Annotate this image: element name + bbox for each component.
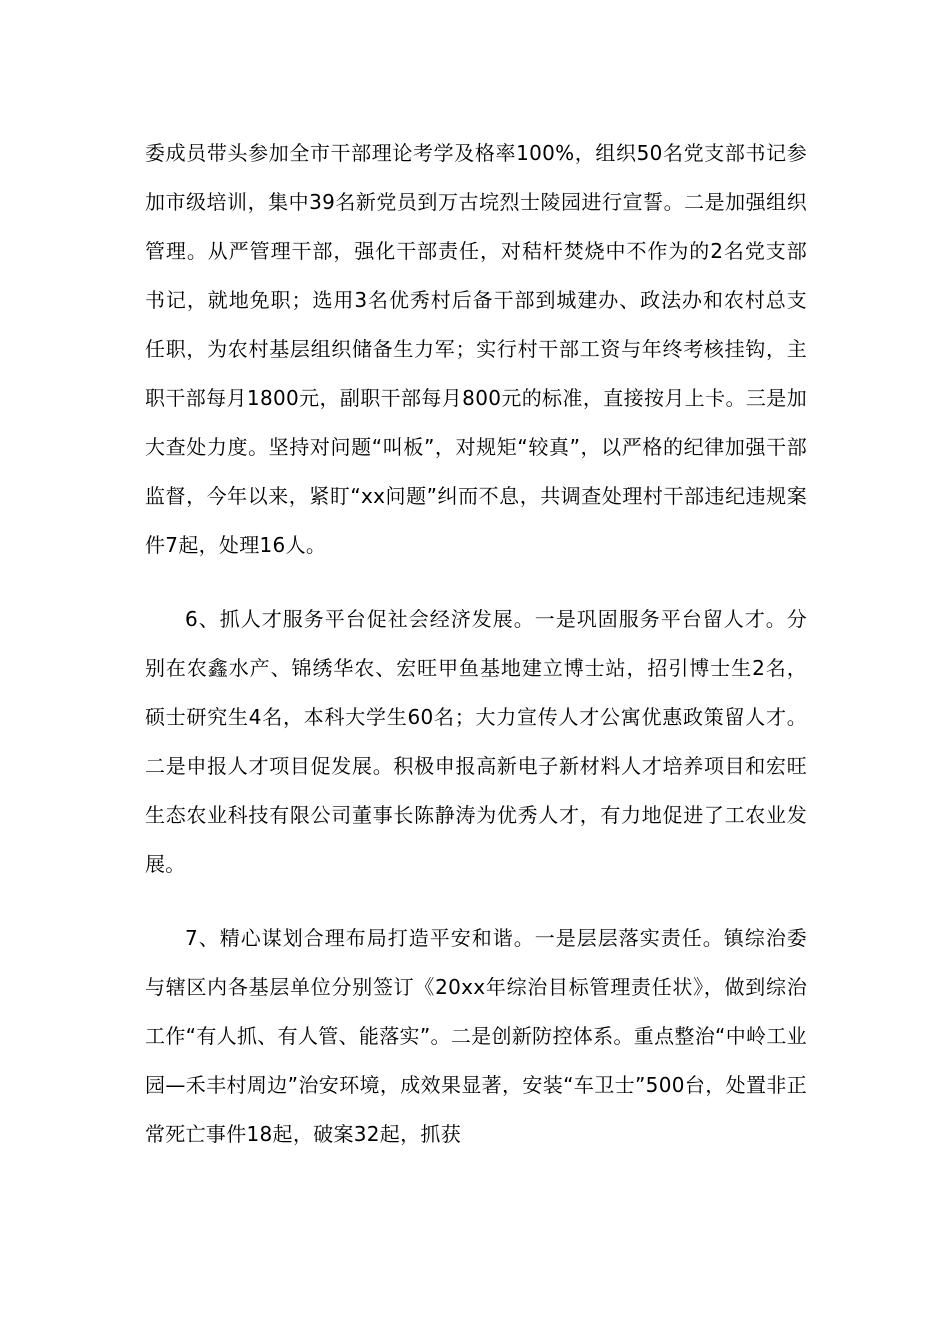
document-body [145,129,807,1159]
paragraph-continuation: 委成员带头参加全市干部理论考学及格率100%，组织50名党支部书记参加市级培训，集中39名新党员到万古垸烈士陵园进行宣誓。二是加强组织管理。从严管理干部，强化干部责任，对秸杆焚烧中不作为的2名党支部书记，就地免职；选用3名优秀村后备干部到城建办、政法办和农村总支任职，为农村基层组织储备生力军；实行村干部工资与年终考核挂钩，主职干部每月1800元，副职干部每月800元的标准，直接按月上卡。三是加大查处力度。坚持对问题“叫板”，对规矩“较真”，以严格的纪律加强干部监督，今年以来，紧盯“xx问题”纠而不息，共调查处理村干部违纪违规案件7起，处理16人。 [145,141,807,557]
paragraph-item-6: 6、抓人才服务平台促社会经济发展。一是巩固服务平台留人才。分别在农鑫水产、锦绣华农、宏旺甲鱼基地建立博士站，招引博士生2名，硕士研究生4名，本科大学生60名；大力宣传人才公寓优惠政策留人才。二是申报人才项目促发展。积极申报高新电子新材料人才培养项目和宏旺生态农业科技有限公司董事长陈静涛为优秀人才，有力地促进了工农业发展。 [145,607,807,876]
paragraph-item-7: 7、精心谋划合理布局打造平安和谐。一是层层落实责任。镇综治委与辖区内各基层单位分别签订《20xx年综治目标管理责任状》，做到综治工作“有人抓、有人管、能落实”。二是创新防控体系。重点整治“中岭工业园—禾丰村周边”治安环境，成效果显著，安装“车卫士”500台，处置非正常死亡事件18起，破案32起，抓获 [145,926,807,1146]
